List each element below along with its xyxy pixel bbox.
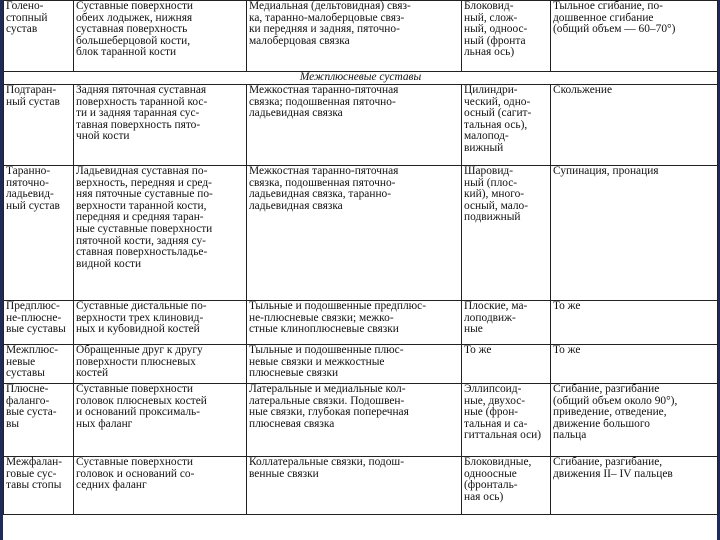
articular-surfaces-cell: Ладьевидная суставная по- верхность, передняя и сред- няя пяточные суставные по- верхности таранной кости, передняя и средняя таран- ные суставные поверхности пяточной кости, задняя су- ставная поверхностьладье- видной кости bbox=[74, 166, 247, 301]
joints-table bbox=[3, 0, 718, 515]
joint-shape-cell: Плоские, ма- лоподвиж- ные bbox=[462, 301, 551, 345]
section-label: Межплюсневые суставы bbox=[4, 72, 718, 85]
ligaments-cell: Латеральные и медиальные кол- латеральные связки. Подошвен- ные связки, глубокая поперечная плюсневая связка bbox=[247, 384, 462, 457]
ligaments-cell: Межкостная таранно-пяточная связка, подошвенная пяточно- ладьевидная связка, таранно- ладьевидная связка bbox=[247, 166, 462, 301]
table-row bbox=[4, 166, 718, 301]
ligaments-cell: Тыльные и подошвенные плюс- невые связки и межкостные плюсневые связки bbox=[247, 345, 462, 384]
joint-shape-cell: Блоковид- ный, слож- ный, одноос- ный (фронта льная ось) bbox=[462, 1, 551, 72]
movements-cell: То же bbox=[551, 301, 718, 345]
joint-shape-cell: Цилиндри- ческий, одно- осный (сагит- тальная ось), малопод- вижный bbox=[462, 85, 551, 166]
joint-shape-cell: Шаровид- ный (плос- кий), много- осный, мало- подвижный bbox=[462, 166, 551, 301]
articular-surfaces-cell: Задняя пяточная суставная поверхность таранной кос- ти и задняя таранная сус- тавная поверхность пято- чной кости bbox=[74, 85, 247, 166]
ligaments-cell: Медиальная (дельтовидная) связ- ка, таранно-малоберцовые связ- ки передняя и задняя, пяточно- малоберцовая связка bbox=[247, 1, 462, 72]
table-row bbox=[4, 457, 718, 515]
joint-name-cell: Подтаран- ный сустав bbox=[4, 85, 74, 166]
articular-surfaces-cell: Суставные поверхности обеих лодыжек, нижняя суставная поверхность большеберцовой кости, блок таранной кости bbox=[74, 1, 247, 72]
joint-name-cell: Межфалан- говые сус- тавы стопы bbox=[4, 457, 74, 515]
movements-cell: Скольжение bbox=[551, 85, 718, 166]
movements-cell: Супинация, пронация bbox=[551, 166, 718, 301]
joint-name-cell: Голено- стопный сустав bbox=[4, 1, 74, 72]
ligaments-cell: Тыльные и подошвенные предплюс- не-плюсневые связки; межко- стные клиноплюсневые связки bbox=[247, 301, 462, 345]
joint-name-cell: Межплюс- невые суставы bbox=[4, 345, 74, 384]
table-row bbox=[4, 345, 718, 384]
joint-shape-cell: Эллипсоид- ные, двухос- ные (фрон- тальная и са- гиттальная оси) bbox=[462, 384, 551, 457]
movements-cell: Сгибание, разгибание, движения II– IV пальцев bbox=[551, 457, 718, 515]
articular-surfaces-cell: Суставные дистальные по- верхности трех клиновид- ных и кубовидной костей bbox=[74, 301, 247, 345]
joint-shape-cell: Блоковидные, одноосные (фронталь- ная ось) bbox=[462, 457, 551, 515]
section-header-row bbox=[4, 72, 718, 85]
table-row bbox=[4, 301, 718, 345]
joint-name-cell: Таранно- пяточно- ладьевид- ный сустав bbox=[4, 166, 74, 301]
table-row bbox=[4, 384, 718, 457]
movements-cell: То же bbox=[551, 345, 718, 384]
articular-surfaces-cell: Обращенные друг к другу поверхности плюсневых костей bbox=[74, 345, 247, 384]
movements-cell: Тыльное сгибание, по- дошвенное сгибание (общий объем — 60–70°) bbox=[551, 1, 718, 72]
joint-name-cell: Плюсне- фаланго- вые суста- вы bbox=[4, 384, 74, 457]
joint-shape-cell: То же bbox=[462, 345, 551, 384]
articular-surfaces-cell: Суставные поверхности головок и оснований со- седних фаланг bbox=[74, 457, 247, 515]
table-row bbox=[4, 1, 718, 72]
movements-cell: Сгибание, разгибание (общий объем около 90°), приведение, отведение, движение большого пальца bbox=[551, 384, 718, 457]
joint-name-cell: Предплюс- не-плюсне- вые суставы bbox=[4, 301, 74, 345]
articular-surfaces-cell: Суставные поверхности головок плюсневых костей и оснований проксималь- ных фаланг bbox=[74, 384, 247, 457]
table-row bbox=[4, 85, 718, 166]
ligaments-cell: Коллатеральные связки, подош- венные связки bbox=[247, 457, 462, 515]
ligaments-cell: Межкостная таранно-пяточная связка; подошвенная пяточно- ладьевидная связка bbox=[247, 85, 462, 166]
